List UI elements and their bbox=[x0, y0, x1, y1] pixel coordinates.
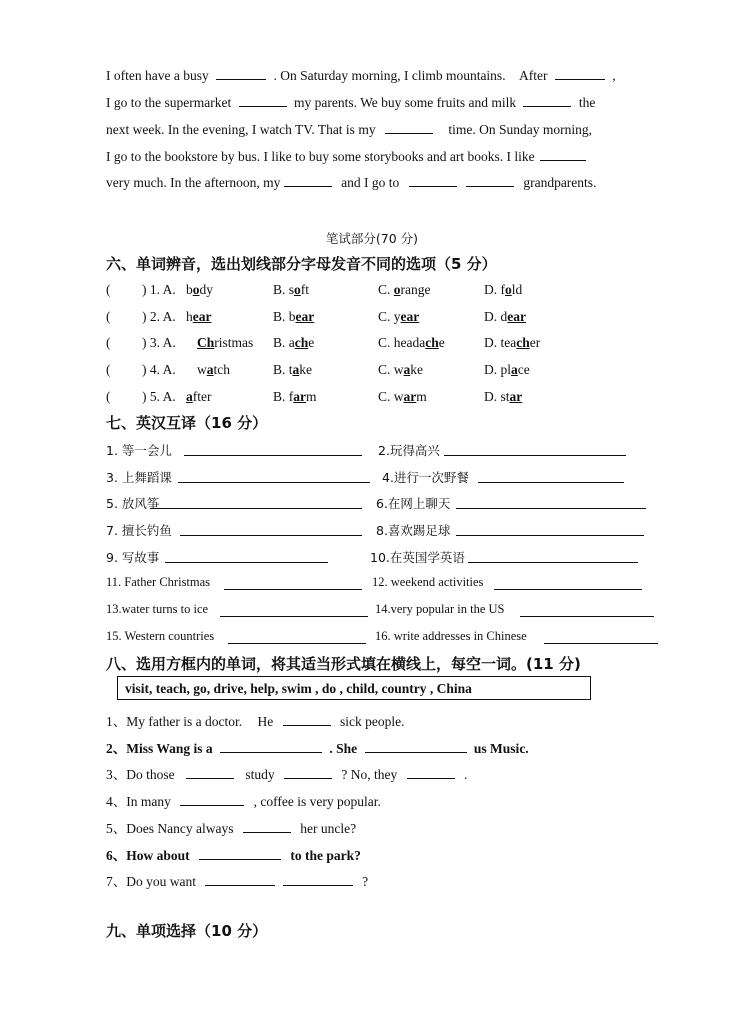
question-6 bbox=[106, 844, 361, 864]
underlined-letters: ear bbox=[295, 309, 315, 324]
question-text: 4、In many bbox=[106, 794, 171, 809]
answer-blank[interactable] bbox=[184, 444, 362, 456]
passage-text: the bbox=[578, 95, 596, 110]
word-box: visit, teach, go, drive, help, swim , do , child, country , China bbox=[117, 676, 591, 700]
answer-blank[interactable] bbox=[456, 497, 646, 509]
answer-paren[interactable]: ( bbox=[106, 309, 111, 324]
option-b bbox=[273, 335, 314, 351]
underlined-letters: ch bbox=[516, 335, 530, 350]
option-text: D. tea bbox=[484, 335, 517, 350]
option-text: B. s bbox=[273, 282, 295, 297]
answer-blank[interactable] bbox=[199, 848, 281, 860]
passage-text: next week. In the evening, I watch TV. That is my bbox=[106, 122, 376, 137]
answer-blank[interactable] bbox=[283, 874, 353, 886]
underlined-letters: a bbox=[292, 362, 300, 377]
question-number: ) 3. A. bbox=[142, 335, 176, 350]
underlined-letters: a bbox=[403, 362, 411, 377]
translation-prompt: 10.在英国学英语 bbox=[370, 550, 465, 565]
answer-blank[interactable] bbox=[385, 122, 433, 134]
passage-text: and I go to bbox=[341, 175, 400, 190]
answer-blank[interactable] bbox=[284, 175, 332, 187]
answer-blank[interactable] bbox=[365, 741, 467, 753]
option-text: ft bbox=[300, 282, 310, 297]
question-text: 6、How about bbox=[106, 848, 190, 863]
passage-line-3 bbox=[106, 122, 592, 138]
option-text: ristmas bbox=[214, 335, 254, 350]
option-text: er bbox=[529, 335, 541, 350]
answer-blank[interactable] bbox=[180, 794, 244, 806]
question-4 bbox=[106, 790, 381, 810]
answer-blank[interactable] bbox=[494, 578, 642, 590]
translation-prompt: 15. Western countries bbox=[106, 629, 215, 643]
option-text: w bbox=[197, 362, 207, 377]
answer-blank[interactable] bbox=[165, 551, 328, 563]
question-5 bbox=[106, 817, 356, 837]
answer-blank[interactable] bbox=[540, 149, 586, 161]
option-b bbox=[273, 309, 314, 325]
question-text: . She bbox=[329, 741, 358, 756]
answer-paren[interactable]: ( bbox=[106, 335, 111, 350]
question-text: us Music. bbox=[473, 741, 529, 756]
question-text: 3、Do those bbox=[106, 767, 175, 782]
option-a bbox=[186, 309, 211, 325]
question-number: ) 1. A. bbox=[142, 282, 176, 297]
answer-blank[interactable] bbox=[409, 175, 457, 187]
question-text: study bbox=[245, 767, 275, 782]
option-text: tch bbox=[213, 362, 230, 377]
option-b bbox=[273, 389, 317, 405]
answer-blank[interactable] bbox=[407, 767, 455, 779]
answer-blank[interactable] bbox=[216, 68, 266, 80]
translation-prompt: 2.玩得高兴 bbox=[378, 443, 440, 458]
underlined-letters: ear bbox=[192, 309, 212, 324]
option-c bbox=[378, 282, 431, 298]
passage-text: I go to the supermarket bbox=[106, 95, 232, 110]
underlined-letters: o bbox=[294, 282, 301, 297]
passage-line-5 bbox=[106, 175, 596, 191]
section-7-title: 七、英汉互译（16 分） bbox=[106, 414, 268, 432]
option-a bbox=[197, 335, 253, 351]
answer-blank[interactable] bbox=[468, 551, 638, 563]
question-text: sick people. bbox=[339, 714, 405, 729]
option-c bbox=[378, 362, 423, 378]
answer-blank[interactable] bbox=[544, 632, 658, 644]
question-3 bbox=[106, 763, 467, 783]
question-text: . bbox=[464, 767, 468, 782]
answer-paren[interactable]: ( bbox=[106, 389, 111, 404]
option-text: ke bbox=[299, 362, 313, 377]
answer-blank[interactable] bbox=[205, 874, 275, 886]
option-d bbox=[484, 335, 540, 351]
answer-blank[interactable] bbox=[186, 767, 234, 779]
answer-blank[interactable] bbox=[150, 497, 362, 509]
question-text: her uncle? bbox=[300, 821, 357, 836]
option-text: C. w bbox=[378, 389, 404, 404]
underlined-letters: ear bbox=[507, 309, 526, 324]
underlined-letters: Ch bbox=[197, 335, 215, 350]
answer-blank[interactable] bbox=[523, 95, 571, 107]
option-text: h bbox=[186, 309, 193, 324]
answer-blank[interactable] bbox=[220, 605, 368, 617]
option-text: dy bbox=[199, 282, 213, 297]
answer-paren[interactable]: ( bbox=[106, 282, 111, 297]
option-text: B. b bbox=[273, 309, 296, 324]
passage-line-4 bbox=[106, 149, 586, 165]
passage-text: very much. In the afternoon, my bbox=[106, 175, 281, 190]
underlined-letters: ear bbox=[400, 309, 420, 324]
underlined-letters: ar bbox=[509, 389, 523, 404]
question-text: to the park? bbox=[290, 848, 361, 863]
option-text: m bbox=[306, 389, 317, 404]
answer-blank[interactable] bbox=[284, 767, 332, 779]
underlined-letters: a bbox=[186, 389, 193, 404]
option-text: C. y bbox=[378, 309, 401, 324]
answer-blank[interactable] bbox=[220, 741, 322, 753]
translation-prompt: 13.water turns to ice bbox=[106, 602, 209, 616]
translation-prompt: 3. 上舞蹈课 bbox=[106, 470, 172, 485]
passage-text: . On Saturday morning, I climb mountains. bbox=[273, 68, 506, 83]
question-text: 5、Does Nancy always bbox=[106, 821, 234, 836]
passage-text: I go to the bookstore by bus. I like to buy some storybooks and art books. I like bbox=[106, 149, 535, 164]
answer-blank[interactable] bbox=[444, 444, 626, 456]
option-a bbox=[197, 362, 230, 378]
passage-line-2 bbox=[106, 95, 595, 111]
translation-prompt: 7. 擅长钓鱼 bbox=[106, 523, 172, 538]
answer-blank[interactable] bbox=[228, 632, 366, 644]
question-text: 2、Miss Wang is a bbox=[106, 741, 213, 756]
question-text: ? No, they bbox=[341, 767, 398, 782]
translation-prompt: 8.喜欢踢足球 bbox=[376, 523, 451, 538]
answer-blank[interactable] bbox=[283, 714, 331, 726]
translation-prompt: 5. 放风筝 bbox=[106, 496, 160, 511]
underlined-letters: o bbox=[393, 282, 401, 297]
option-text: range bbox=[400, 282, 431, 297]
answer-blank[interactable] bbox=[555, 68, 605, 80]
option-text: ke bbox=[410, 362, 424, 377]
option-text: e bbox=[438, 335, 445, 350]
passage-text: grandparents. bbox=[523, 175, 597, 190]
translation-prompt: 11. Father Christmas bbox=[106, 575, 211, 589]
underlined-letters: o bbox=[505, 282, 512, 297]
answer-blank[interactable] bbox=[520, 605, 654, 617]
option-text: b bbox=[186, 282, 193, 297]
option-b bbox=[273, 282, 309, 298]
option-text: ce bbox=[517, 362, 530, 377]
answer-blank[interactable] bbox=[224, 578, 362, 590]
answer-blank[interactable] bbox=[456, 524, 644, 536]
question-number: ) 5. A. bbox=[142, 389, 176, 404]
answer-paren[interactable]: ( bbox=[106, 362, 111, 377]
underlined-letters: a bbox=[511, 362, 518, 377]
section-8-title: 八、选用方框内的单词，将其适当形式填在横线上，每空一词。(11 分) bbox=[106, 655, 581, 673]
question-text: 7、Do you want bbox=[106, 874, 196, 889]
option-c bbox=[378, 389, 427, 405]
question-text: 1、My father is a doctor. bbox=[106, 714, 243, 729]
option-text: m bbox=[416, 389, 427, 404]
passage-text: I often have a busy bbox=[106, 68, 209, 83]
option-c bbox=[378, 335, 445, 351]
underlined-letters: ar bbox=[293, 389, 306, 404]
option-d bbox=[484, 389, 522, 405]
translation-prompt: 12. weekend activities bbox=[372, 575, 484, 589]
section-9-title: 九、单项选择（10 分） bbox=[106, 922, 268, 940]
translation-prompt: 16. write addresses in Chinese bbox=[375, 629, 527, 643]
underlined-letters: ch bbox=[294, 335, 309, 350]
passage-text: After bbox=[518, 68, 548, 83]
translation-prompt: 6.在网上聊天 bbox=[376, 496, 451, 511]
option-d bbox=[484, 362, 530, 378]
option-text: ld bbox=[511, 282, 523, 297]
question-1 bbox=[106, 710, 404, 730]
option-text: e bbox=[308, 335, 315, 350]
option-text: B. a bbox=[273, 335, 295, 350]
underlined-letters: o bbox=[192, 282, 200, 297]
option-text: C. heada bbox=[378, 335, 426, 350]
question-7 bbox=[106, 870, 368, 890]
option-text: B. t bbox=[273, 362, 293, 377]
written-part-title: 笔试部分(70 分) bbox=[325, 231, 419, 246]
question-text: ? bbox=[362, 874, 369, 889]
option-d bbox=[484, 282, 522, 298]
question-2 bbox=[106, 737, 529, 757]
option-text: D. st bbox=[484, 389, 510, 404]
answer-blank[interactable] bbox=[180, 524, 362, 536]
passage-text: my parents. We buy some fruits and milk bbox=[293, 95, 517, 110]
option-text: fter bbox=[192, 389, 212, 404]
option-b bbox=[273, 362, 312, 378]
option-text: C. bbox=[378, 282, 394, 297]
question-text: , coffee is very popular. bbox=[253, 794, 381, 809]
option-d bbox=[484, 309, 526, 325]
question-text: He bbox=[257, 714, 274, 729]
answer-blank[interactable] bbox=[243, 821, 291, 833]
translation-prompt: 9. 写故事 bbox=[106, 550, 160, 565]
answer-blank[interactable] bbox=[239, 95, 287, 107]
option-text: B. f bbox=[273, 389, 294, 404]
passage-text: , bbox=[612, 68, 616, 83]
answer-blank[interactable] bbox=[178, 471, 370, 483]
option-text: C. w bbox=[378, 362, 404, 377]
option-a bbox=[186, 389, 211, 405]
underlined-letters: ar bbox=[403, 389, 417, 404]
question-number: ) 2. A. bbox=[142, 309, 176, 324]
passage-text: time. On Sunday morning, bbox=[448, 122, 592, 137]
underlined-letters: ch bbox=[425, 335, 439, 350]
option-text: D. d bbox=[484, 309, 508, 324]
question-number: ) 4. A. bbox=[142, 362, 176, 377]
section-6-title: 六、单词辨音，选出划线部分字母发音不同的选项（5 分） bbox=[106, 255, 497, 273]
translation-prompt: 4.进行一次野餐 bbox=[382, 470, 469, 485]
option-a bbox=[186, 282, 213, 298]
translation-prompt: 14.very popular in the US bbox=[375, 602, 505, 616]
option-text: D. pl bbox=[484, 362, 511, 377]
option-text: D. f bbox=[484, 282, 505, 297]
translation-prompt: 1. 等一会儿 bbox=[106, 443, 172, 458]
option-c bbox=[378, 309, 419, 325]
passage-line-1 bbox=[106, 68, 616, 84]
answer-blank[interactable] bbox=[466, 175, 514, 187]
underlined-letters: a bbox=[206, 362, 214, 377]
answer-blank[interactable] bbox=[478, 471, 624, 483]
